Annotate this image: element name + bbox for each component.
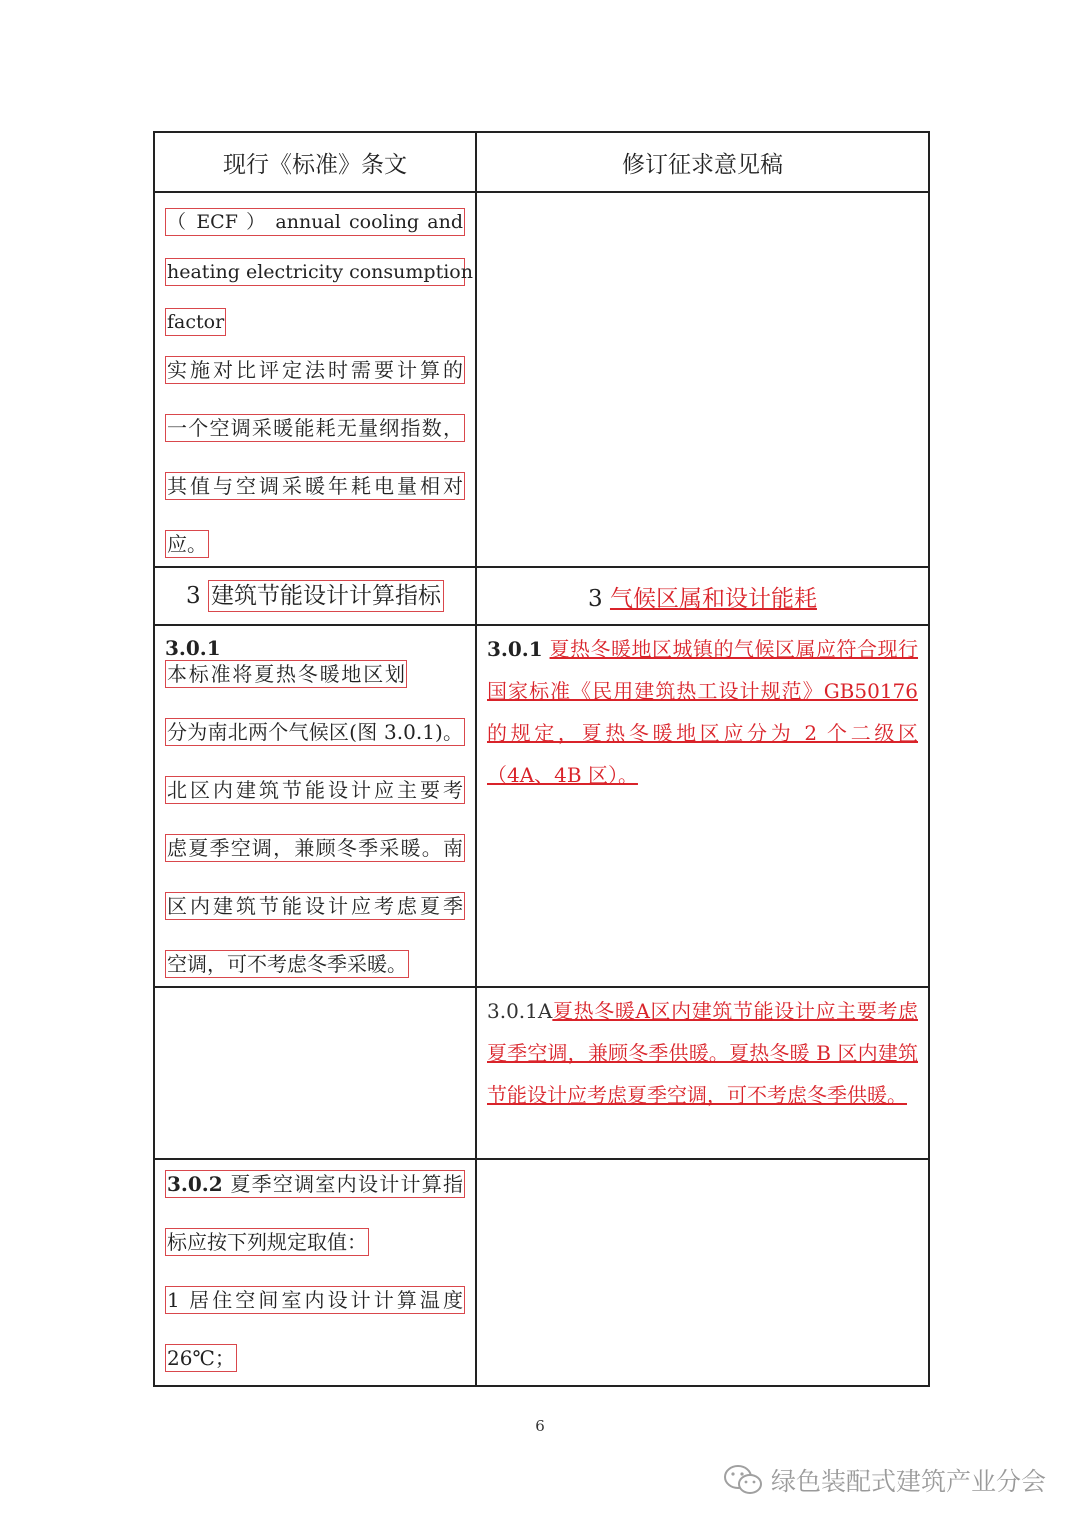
ecf-definition-line: 一个空调采暖能耗无量纲指数， [167,416,463,440]
clause-line: 1 居住空间室内设计计算温度 [167,1288,463,1312]
clause-line: 本标准将夏热冬暖地区划 [167,662,405,686]
ecf-definition-line: 应。 [167,532,207,556]
watermark [723,1462,1046,1498]
table-row [154,567,929,625]
watermark-text: 绿色装配式建筑产业分会 [770,1467,1046,1496]
comparison-table [153,131,930,1387]
page-number: 6 [535,1417,545,1435]
clause-line: 区内建筑节能设计应考虑夏季 [167,894,463,918]
row4-left-cell [154,987,476,1159]
chapter-title-old: 建筑节能设计计算指标 [208,580,444,612]
row5-right-cell [476,1159,929,1386]
clause-text-new: 夏热冬暖A区内建筑节能设计应主要考虑夏季空调，兼顾冬季供暖。夏热冬暖 B 区内建筑节能设计应考虑夏季空调，可不考虑冬季供暖。 [487,999,918,1107]
chapter-number: 3 [588,585,603,612]
clause-line: 空调，可不考虑冬季采暖。 [167,952,407,976]
ecf-term-line: factor [165,308,226,336]
clause-3-0-1a-cell [476,987,929,1159]
clause-line: 26℃； [167,1346,235,1370]
chapter-heading-old [154,567,476,625]
table-row [154,987,929,1159]
clause-3-0-1-old-cell [154,625,476,987]
table-header-row [154,132,929,192]
clause-number: 3.0.1 [487,637,543,661]
clause-text-new: 夏热冬暖地区城镇的气候区属应符合现行国家标准《民用建筑热工设计规范》GB50176 的规定，夏热冬暖地区应分为 2 个二级区（4A、4B 区）。 [487,637,919,787]
clause-line: 标应按下列规定取值： [167,1230,367,1254]
clause-3-0-1-new-cell [476,625,929,987]
header-current-clause: 现行《标准》条文 [154,132,476,192]
clause-line: 3.0.2 夏季空调室内设计计算指 [167,1172,464,1196]
chapter-title-new: 气候区属和设计能耗 [609,585,817,612]
clause-line: 分为南北两个气候区(图 3.0.1)。 [167,720,463,744]
row1-right-cell [476,192,929,567]
clause-line: 虑夏季空调，兼顾冬季采暖。南 [167,836,463,860]
ecf-term-line: （ ECF ） annual cooling and [165,208,465,236]
chapter-number: 3 [186,583,201,609]
ecf-definition-line: 其值与空调采暖年耗电量相对 [167,474,463,498]
table-row [154,625,929,987]
chapter-heading-new [476,567,929,625]
row1-left-cell [154,192,476,567]
ecf-definition-line: 实施对比评定法时需要计算的 [167,358,463,382]
table-row [154,1159,929,1386]
clause-line: 北区内建筑节能设计应主要考 [167,778,463,802]
ecf-term-line: heating electricity consumption [165,258,465,286]
clause-number: 3.0.1 [165,636,221,660]
clause-number: 3.0.1A [487,999,553,1023]
clause-3-0-2-old-cell [154,1159,476,1386]
table-row [154,192,929,567]
wechat-icon [723,1463,763,1497]
header-revision-draft: 修订征求意见稿 [476,132,929,192]
